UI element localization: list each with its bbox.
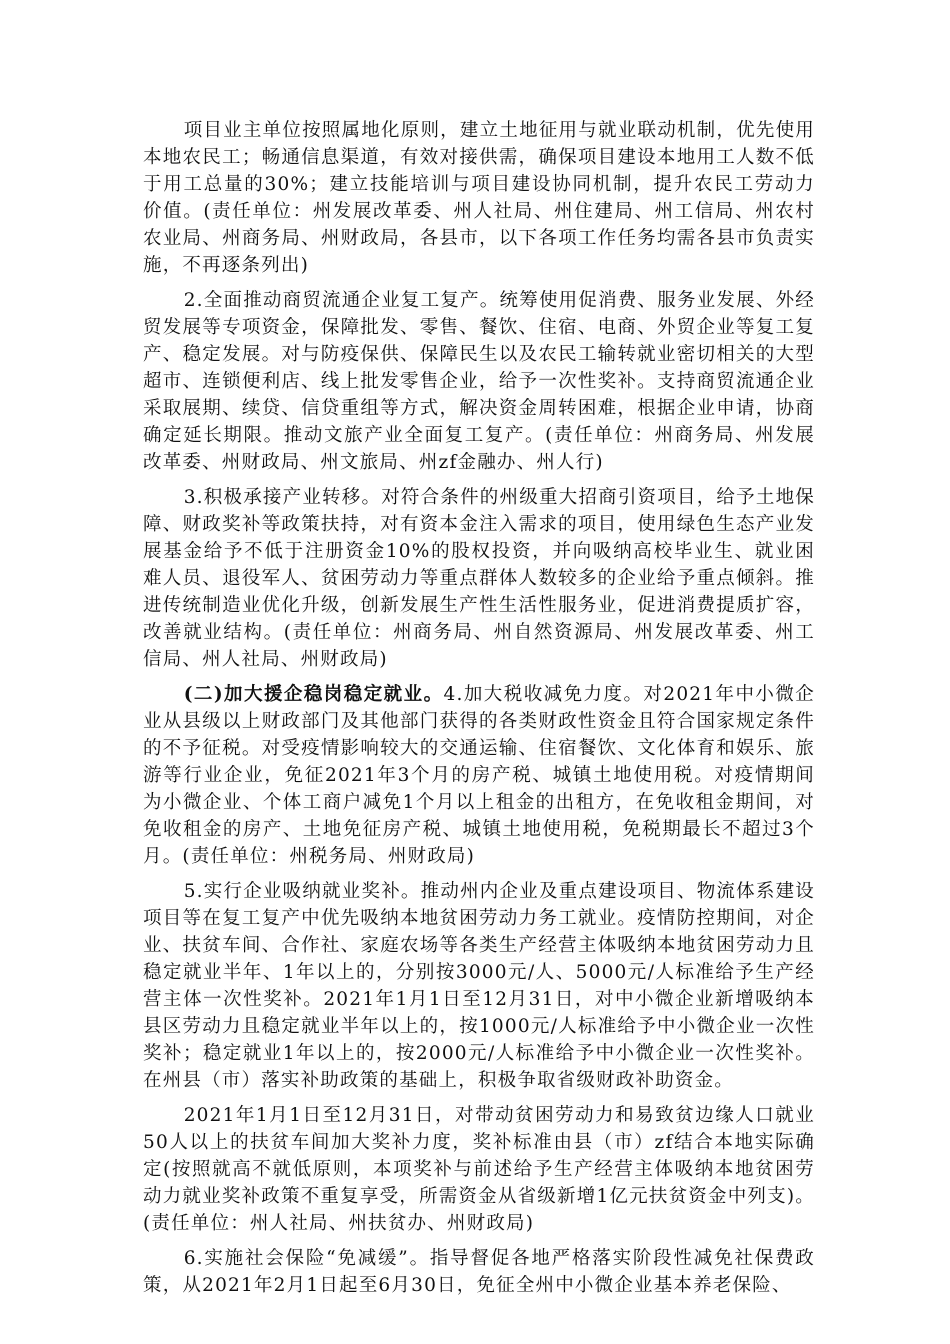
document-body (143, 117, 815, 1307)
paragraph-text: 6.实施社会保险“免减缓”。指导督促各地严格落实阶段性减免社保费政策，从2021年2月1日起至6月30日，免征全州中小微企业基本养老保险、 (143, 1248, 815, 1296)
paragraph-section-2-item-4 (143, 681, 815, 870)
paragraph-item-3 (143, 484, 815, 673)
paragraph-text: 5.实行企业吸纳就业奖补。推动州内企业及重点建设项目、物流体系建设项目等在复工复产中优先吸纳本地贫困劳动力务工就业。疫情防控期间，对企业、扶贫车间、合作社、家庭农场等各类生产经营主体吸纳本地贫困劳动力且稳定就业半年、1年以上的，分别按3000元/人、5000元/人标准给予生产经营主体一次性奖补。2021年1月1日至12月31日，对中小微企业新增吸纳本县区劳动力且稳定就业半年以上的，按1000元/人标准给予中小微企业一次性奖补；稳定就业1年以上的，按2000元/人标准给予中小微企业一次性奖补。在州县（市）落实补助政策的基础上，积极争取省级财政补助资金。 (143, 881, 815, 1091)
paragraph-text: 2021年1月1日至12月31日，对带动贫困劳动力和易致贫边缘人口就业50人以上的扶贫车间加大奖补力度，奖补标准由县（市）zf结合本地实际确定(按照就高不就低原则，本项奖补与前述给予生产经营主体吸纳本地贫困劳动力就业奖补政策不重复享受，所需资金从省级新增1亿元扶贫资金中列支)。(责任单位：州人社局、州扶贫办、州财政局) (143, 1105, 815, 1234)
section-heading: (二)加大援企稳岗稳定就业。 (183, 684, 444, 705)
paragraph-text: 项目业主单位按照属地化原则，建立土地征用与就业联动机制，优先使用本地农民工；畅通信息渠道，有效对接供需，确保项目建设本地用工人数不低于用工总量的30%；建立技能培训与项目建设协同机制，提升农民工劳动力价值。(责任单位：州发展改革委、州人社局、州住建局、州工信局、州农村农业局、州商务局、州财政局，各县市，以下各项工作任务均需各县市负责实施，不再逐条列出) (143, 120, 815, 276)
paragraph-item-2 (143, 287, 815, 476)
paragraph-item-5 (143, 878, 815, 1094)
paragraph-item-6 (143, 1245, 815, 1299)
paragraph-text: 3.积极承接产业转移。对符合条件的州级重大招商引资项目，给予土地保障、财政奖补等政策扶持，对有资本金注入需求的项目，使用绿色生态产业发展基金给予不低于注册资金10%的股权投资，并向吸纳高校毕业生、就业困难人员、退役军人、贫困劳动力等重点群体人数较多的企业给予重点倾斜。推进传统制造业优化升级，创新发展生产性生活性服务业，促进消费提质扩容，改善就业结构。(责任单位：州商务局、州自然资源局、州发展改革委、州工信局、州人社局、州财政局) (143, 487, 815, 670)
paragraph-poverty-workshop (143, 1102, 815, 1237)
paragraph-project-labor (143, 117, 815, 279)
paragraph-text: 4.加大税收减免力度。对2021年中小微企业从县级以上财政部门及其他部门获得的各类财政性资金且符合国家规定条件的不予征税。对受疫情影响较大的交通运输、住宿餐饮、文化体育和娱乐、旅游等行业企业，免征2021年3个月的房产税、城镇土地使用税。对疫情期间为小微企业、个体工商户减免1个月以上租金的出租方，在免收租金期间，对免收租金的房产、土地免征房产税、城镇土地使用税，免税期最长不超过3个月。(责任单位：州税务局、州财政局) (143, 684, 815, 867)
paragraph-text: 2.全面推动商贸流通企业复工复产。统筹使用促消费、服务业发展、外经贸发展等专项资金，保障批发、零售、餐饮、住宿、电商、外贸企业等复工复产、稳定发展。对与防疫保供、保障民生以及农民工输转就业密切相关的大型超市、连锁便利店、线上批发零售企业，给予一次性奖补。支持商贸流通企业采取展期、续贷、信贷重组等方式，解决资金周转困难，根据企业申请，协商确定延长期限。推动文旅产业全面复工复产。(责任单位：州商务局、州发展改革委、州财政局、州文旅局、州zf金融办、州人行) (143, 290, 815, 473)
